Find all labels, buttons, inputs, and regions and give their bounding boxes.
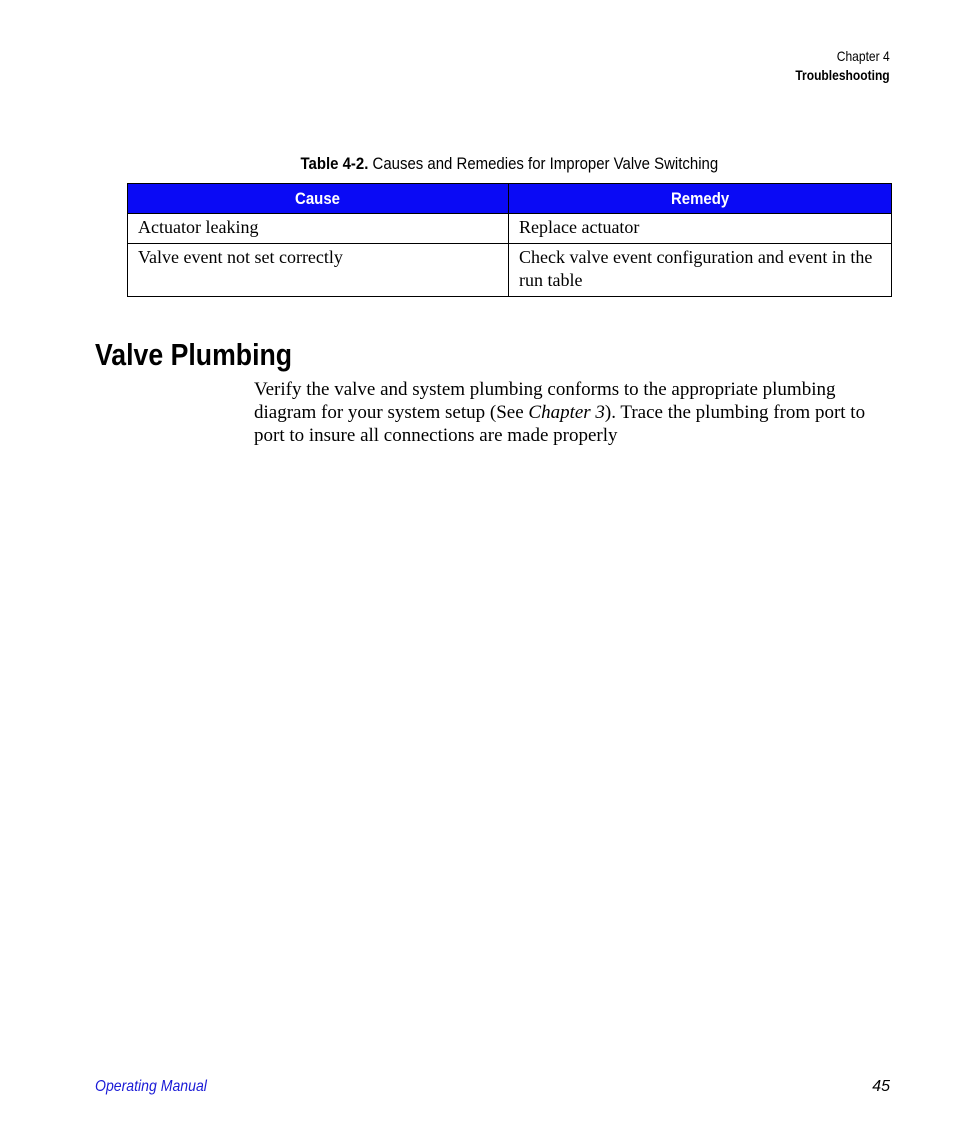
header-section: Troubleshooting <box>795 67 890 83</box>
running-header <box>780 47 890 85</box>
table-caption-text: Causes and Remedies for Improper Valve Switching <box>368 154 718 173</box>
table-cell-cause: Actuator leaking <box>128 214 509 244</box>
table-cell-remedy: Check valve event configuration and event in the run table <box>509 244 892 297</box>
paragraph-text-1: Verify the valve and system plumbing conforms to the appropriate plumbing diagram for your system setup (See <box>254 379 836 423</box>
table-cell-cause: Valve event not set correctly <box>128 244 509 297</box>
body-paragraph <box>254 378 894 447</box>
header-chapter: Chapter 4 <box>837 48 890 64</box>
table-caption-label: Table 4-2. <box>300 154 369 173</box>
table-cell-remedy: Replace actuator <box>509 214 892 244</box>
causes-remedies-table <box>127 183 892 297</box>
footer-page-number: 45 <box>872 1078 890 1095</box>
table-header-row <box>128 184 892 214</box>
column-header-cause: Cause <box>128 184 509 214</box>
footer-manual-title: Operating Manual <box>95 1078 207 1095</box>
table-row <box>128 214 892 244</box>
chapter-reference: Chapter 3 <box>528 402 605 423</box>
section-title: Valve Plumbing <box>95 337 293 372</box>
table-caption <box>127 153 891 175</box>
column-header-remedy: Remedy <box>509 184 892 214</box>
table-row <box>128 244 892 297</box>
paragraph-text-2: ). Trace the plumbing from port to port to insure all connections are made properly <box>254 402 866 446</box>
